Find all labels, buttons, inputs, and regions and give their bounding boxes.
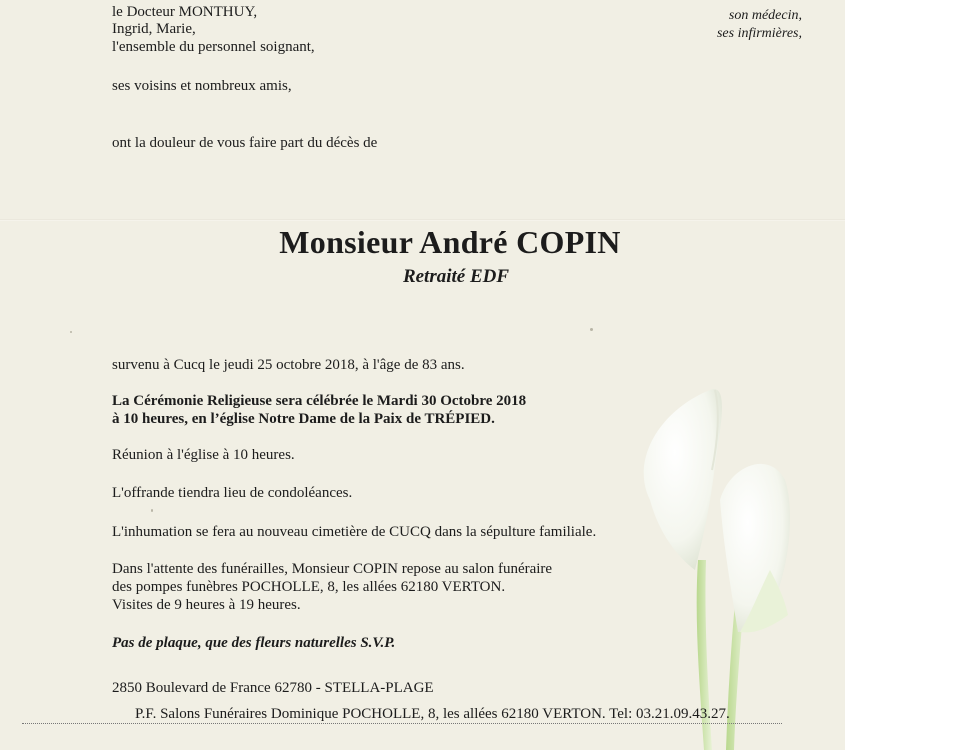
paper-speck [151, 509, 153, 512]
deceased-occupation: Retraité EDF [402, 266, 510, 287]
wake-line-1: Dans l'attente des funérailles, Monsieur COPIN repose au salon funéraire [112, 561, 553, 577]
paper-speck [590, 328, 593, 331]
family-address: 2850 Boulevard de France 62780 - STELLA-PLAGE [112, 680, 434, 696]
card-fold-line [0, 219, 845, 221]
announcer-friends: ses voisins et nombreux amis, [112, 78, 292, 94]
paper-speck [70, 331, 72, 333]
role-doctor: son médecin, [728, 8, 802, 23]
footer-divider [22, 723, 782, 724]
offering-text: L'offrande tiendra lieu de condoléances. [112, 485, 353, 501]
announcer-staff: l'ensemble du personnel soignant, [112, 39, 315, 55]
burial-text: L'inhumation se fera au nouveau cimetière de CUCQ dans la sépulture familiale. [112, 524, 597, 540]
ceremony-line-1: La Cérémonie Religieuse sera célébrée le Mardi 30 Octobre 2018 [112, 393, 527, 409]
announcer-nurses: Ingrid, Marie, [112, 21, 196, 37]
ceremony-line-2: à 10 heures, en l’église Notre Dame de la Paix de TRÉPIED. [112, 411, 495, 427]
death-notice: survenu à Cucq le jeudi 25 octobre 2018, à l'âge de 83 ans. [112, 357, 465, 373]
calla-lily-illustration [620, 370, 810, 750]
funeral-home-footer: P.F. Salons Funéraires Dominique POCHOLLE, 8, les allées 62180 VERTON. Tel: 03.21.09.43.27. [135, 706, 730, 722]
reunion-text: Réunion à l'église à 10 heures. [112, 447, 295, 463]
wake-line-3: Visites de 9 heures à 19 heures. [112, 597, 301, 613]
deceased-name: Monsieur André COPIN [279, 224, 621, 260]
wake-line-2: des pompes funèbres POCHOLLE, 8, les allées 62180 VERTON. [112, 579, 506, 595]
flowers-note: Pas de plaque, que des fleurs naturelles S.V.P. [112, 635, 396, 651]
role-nurses: ses infirmières, [716, 26, 802, 41]
announcer-doctor: le Docteur MONTHUY, [112, 4, 258, 20]
intro-text: ont la douleur de vous faire part du décès de [112, 135, 378, 151]
